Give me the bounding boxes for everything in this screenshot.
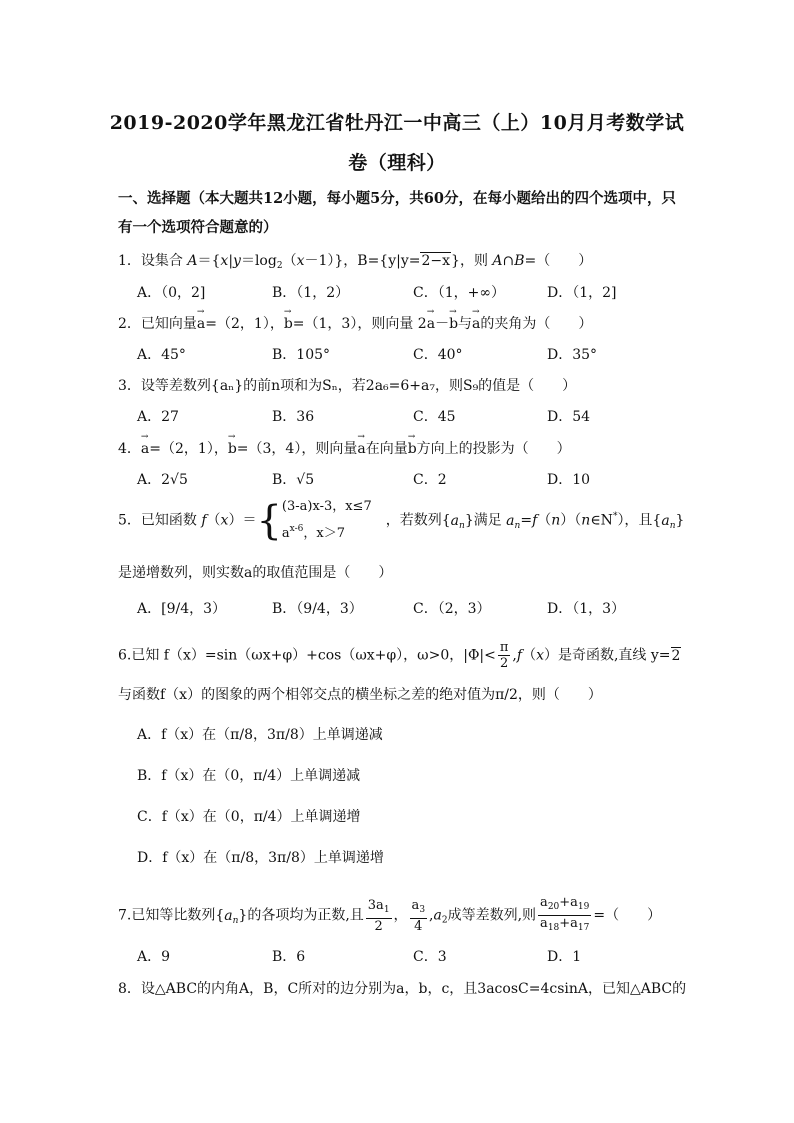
q2-option-d: D．35°: [547, 347, 598, 363]
question-8: 8．设△ABC的内角A，B，C所对的边分别为a，b，c，且3acosC=4csinA，已知△ABC的: [118, 981, 687, 997]
q2-option-c: C．40°: [413, 347, 463, 363]
q1-option-a: A．（0，2]: [137, 285, 206, 301]
q7-option-a: A．9: [137, 949, 171, 965]
q7-option-d: D．1: [547, 949, 582, 965]
q3-option-a: A．27: [137, 409, 179, 425]
q3-option-b: B．36: [272, 409, 315, 425]
q1-option-d: D．（1，2]: [547, 285, 617, 301]
q6-option-b: B．f（x）在（0，π/4）上单调递减: [137, 768, 361, 784]
question-1: 1．设集合 $A=\{x|y=\log_2(x-1)\}$，B={y|y=2−x}，则 A∩B=（ ）: [118, 253, 593, 271]
q5-option-c: C．（2，3）: [413, 601, 491, 617]
q7-option-c: C．3: [413, 949, 447, 965]
question-7: 7.已知等比数列$\{a_n\}$的各项均为正数,且 $\frac{3a_1}{2}$ ， $\frac{a_3}{4}$ $,a_2$成等差数列,则 $\frac{a_{20}+a_{19}}{a_{18}+a_{17}}$ =（ ）: [118, 895, 662, 934]
q6-option-a: A．f（x）在（π/8，3π/8）上单调递减: [137, 727, 383, 743]
q5-option-d: D．（1，3）: [547, 601, 626, 617]
q4-option-b: B．√5: [272, 472, 315, 488]
q3-option-d: D．54: [547, 409, 591, 425]
q6-option-c: C．f（x）在（0，π/4）上单调递增: [137, 809, 361, 825]
q7-option-b: B．6: [272, 949, 306, 965]
exam-title-line1: 2019-2020学年黑龙江省牡丹江一中高三（上）10月月考数学试: [109, 112, 685, 134]
question-5: 5．已知函数 f（x）＝{(3-a)x-3，x≤7 $a^{x-6}$，x＞7 ，若数列$\{a_n\}$满足 $a_n=f(n)(n\in N^*)$，且$\{a_n\}$: [118, 497, 685, 544]
exam-title-line2: 卷（理科）: [348, 152, 446, 174]
q1-option-c: C．（1，+∞）: [413, 285, 506, 301]
q4-option-a: A．2√5: [137, 472, 188, 488]
q2-option-a: A．45°: [137, 347, 186, 363]
question-2: 2．已知向量→ a=（2，1），→ b=（1，3），则向量 2→ a－→ b与→ a的夹角为（ ）: [118, 313, 688, 333]
q6-option-d: D．f（x）在（π/8，3π/8）上单调递增: [137, 850, 384, 866]
question-4: 4．→ a=（2，1），→ b=（3，4），则向量→ a在向量→ b方向上的投影为（ ）: [118, 438, 688, 458]
q4-option-c: C．2: [413, 472, 447, 488]
question-6: 6.已知 f（x）=sin（ωx+φ）+cos（ωx+φ），ω>0，|Φ|< $\frac{\pi}{2}$ ,f（x）是奇函数,直线 y=2: [118, 640, 681, 671]
question-5-line2: 是递增数列，则实数a的取值范围是（ ）: [118, 565, 393, 581]
q3-option-c: C．45: [413, 409, 456, 425]
q1-option-b: B．（1，2）: [272, 285, 350, 301]
q4-option-d: D．10: [547, 472, 591, 488]
q5-option-a: A．[9/4，3）: [137, 601, 227, 617]
q2-option-b: B．105°: [272, 347, 331, 363]
question-6-line2: 与函数f（x）的图象的两个相邻交点的横坐标之差的绝对值为π/2，则（ ）: [118, 687, 602, 703]
q5-option-b: B．（9/4，3）: [272, 601, 363, 617]
question-3: 3．设等差数列{aₙ}的前n项和为Sₙ，若2a₆=6+a₇，则S₉的值是（ ）: [118, 378, 577, 394]
section-heading: 一、选择题（本大题共12小题，每小题5分，共60分，在每小题给出的四个选项中，只有一个选项符合题意的）: [118, 190, 676, 236]
